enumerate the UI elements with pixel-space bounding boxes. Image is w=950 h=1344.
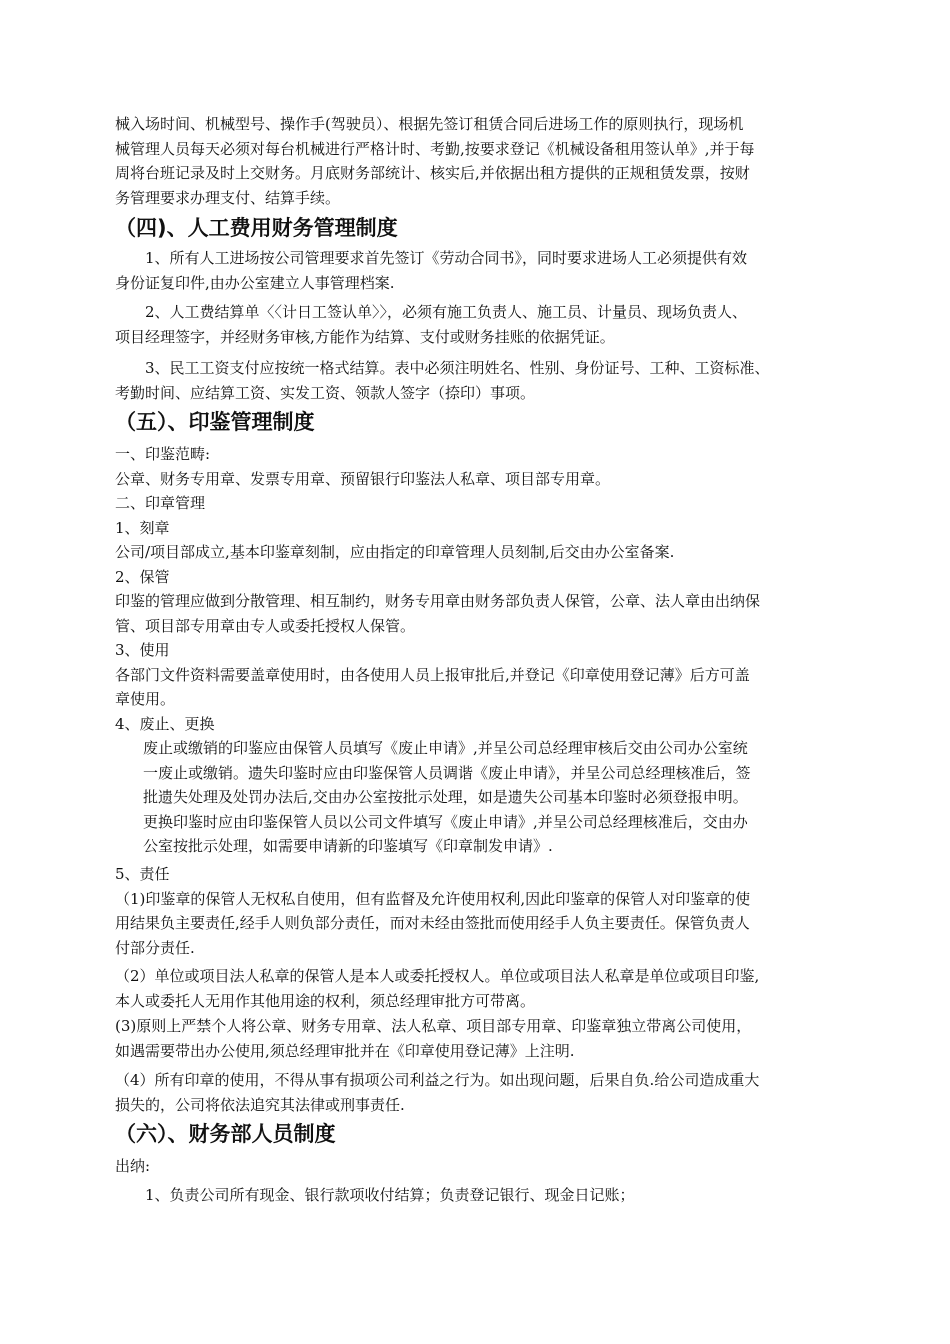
text-line: 用结果负主要责任,经手人则负部分责任，而对未经由签批而使用经手人负主要责任。保管负责人 (115, 914, 750, 932)
text-line: 械管理人员每天必须对每台机械进行严格计时、考勤,按要求登记《机械设备租用签认单》,并于每 (115, 139, 755, 158)
text-line: (3)原则上严禁个人将公章、财务专用章、法人私章、项目部专用章、印鉴章独立带离公司使用， (115, 1017, 752, 1035)
section-4-para-3 (115, 356, 853, 405)
section-5-body-a (115, 442, 853, 736)
responsibility-4 (115, 1068, 853, 1117)
text-line: （2）单位或项目法人私章的保管人是本人或委托授权人。单位或项目法人私章是单位或项目印鉴, (115, 967, 760, 985)
text-line: 如遇需要带出办公使用,须总经理审批并在《印章使用登记薄》上注明. (115, 1041, 575, 1060)
text-line: 公室按批示处理，如需要申请新的印鉴填写《印章制发申请》. (143, 837, 553, 855)
text-line: 管、项目部专用章由专人或委托授权人保管。 (115, 616, 416, 635)
text-line: 各部门文件资料需要盖章使用时，由各使用人员上报审批后,并登记《印章使用登记薄》后方可盖 (115, 665, 750, 684)
text-line: 印鉴的管理应做到分散管理、相互制约，财务专用章由财务部负责人保管，公章、法人章由出纳保 (115, 592, 761, 610)
text-line: （4）所有印章的使用，不得从事有损项公司利益之行为。如出现问题，后果自负.给公司造成重大 (115, 1071, 760, 1089)
text-line: 废止或缴销的印鉴应由保管人员填写《废止申请》,并呈公司总经理审核后交由公司办公室统 (143, 739, 748, 757)
text-line: 付部分责任. (115, 938, 195, 957)
section-4-heading: （四)、人工费用财务管理制度 (115, 216, 398, 240)
void-heading: 4、废止、更换 (115, 714, 215, 733)
section-5-heading: （五）、印鉴管理制度 (115, 410, 315, 434)
text-line: （1)印鉴章的保管人无权私自使用，但有监督及允许使用权利,因此印鉴章的保管人对印鉴章的使 (115, 889, 751, 908)
responsibility-2 (115, 964, 853, 1013)
intro-paragraph (115, 112, 853, 210)
section-6-body (115, 1154, 853, 1207)
text-line: 批遗失处理及处罚办法后,交由办公室按批示处理，如是遗失公司基本印鉴时必须登报申明。 (143, 788, 748, 806)
text-line: 章使用。 (115, 690, 176, 708)
section-4-para-1 (115, 246, 853, 295)
cashier-item-1: 1、负责公司所有现金、银行款项收付结算；负责登记银行、现金日记账； (145, 1185, 635, 1204)
cashier-heading: 出纳: (115, 1157, 151, 1175)
text-line: 3、民工工资支付应按统一格式结算。表中必须注明姓名、性别、身份证号、工种、工资标准、 (145, 359, 770, 377)
text-line: 身份证复印件,由办公室建立人事管理档案. (115, 273, 395, 292)
text-line: 损失的，公司将依法追究其法律或刑事责任. (115, 1095, 405, 1114)
responsibility-block (115, 862, 853, 960)
scope-heading: 一、印鉴范畴: (115, 445, 211, 463)
management-heading: 二、印章管理 (115, 494, 206, 512)
text-line: 一废止或缴销。遗失印鉴时应由印鉴保管人员调谐《废止申请》，并呈公司总经理核准后，签 (143, 763, 751, 782)
text-line: 务管理要求办理支付、结算手续。 (115, 188, 341, 207)
text-line: 1、所有人工进场按公司管理要求首先签订《劳动合同书》，同时要求进场人工必须提供有效 (145, 249, 748, 267)
text-line: 考勤时间、应结算工资、实发工资、领款人签字（捺印）事项。 (115, 383, 536, 402)
text-line: 械入场时间、机械型号、操作手(驾驶员）、根据先签订租赁合同后进场工作的原则执行，现场机 (115, 115, 744, 133)
text-line: 更换印鉴时应由印鉴保管人员以公司文件填写《废止申请》,并呈公司总经理核准后，交由办 (143, 812, 748, 831)
keep-heading: 2、保管 (115, 567, 170, 586)
use-heading: 3、使用 (115, 641, 170, 659)
text-line: 本人或委托人无用作其他用途的权利，须总经理审批方可带离。 (115, 991, 536, 1010)
carve-heading: 1、刻章 (115, 518, 170, 537)
text-line: 项目经理签字，并经财务审核,方能作为结算、支付或财务挂账的依据凭证。 (115, 327, 615, 346)
text-line: 周将台班记录及时上交财务。月底财务部统计、核实后,并依据出租方提供的正规租赁发票，按财 (115, 164, 750, 182)
text-line: 2、人工费结算单〈〈计日工签认单〉〉，必须有施工负责人、施工员、计量员、现场负责人、 (145, 303, 748, 321)
carve-body: 公司/项目部成立,基本印鉴章刻制，应由指定的印章管理人员刻制,后交由办公室备案. (115, 543, 675, 561)
void-body (115, 736, 853, 859)
section-4-para-2 (115, 300, 853, 349)
section-6-heading: （六）、财务部人员制度 (115, 1122, 336, 1146)
scope-body: 公章、财务专用章、发票专用章、预留银行印鉴法人私章、项目部专用章。 (115, 469, 611, 488)
responsibility-3 (115, 1014, 853, 1063)
responsibility-heading: 5、责任 (115, 865, 170, 883)
